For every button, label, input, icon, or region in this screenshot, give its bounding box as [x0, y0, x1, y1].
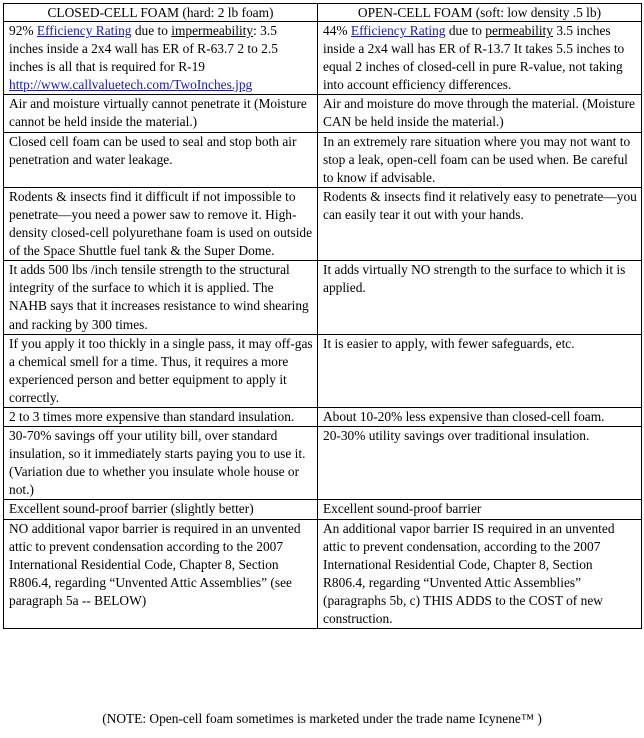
table-row — [4, 519, 642, 629]
closed-cell-cell: Excellent sound-proof barrier (slightly better) — [4, 500, 318, 519]
permeability-term: permeability — [485, 23, 553, 38]
open-cell-cell: It adds virtually NO strength to the surface to which it is applied. — [318, 261, 642, 334]
open-cell-cell: It is easier to apply, with fewer safeguards, etc. — [318, 334, 642, 407]
cell-text: due to — [445, 23, 486, 38]
closed-cell-cell: It adds 500 lbs /inch tensile strength to the structural integrity of the surface to which it is applied. The NAHB says that it increases resistance to wind shearing and racking by 300 times. — [4, 261, 318, 334]
table-row — [4, 132, 642, 187]
closed-cell-cell: 2 to 3 times more expensive than standard insulation. — [4, 407, 318, 426]
two-inches-url-link[interactable]: http://www.callvaluetech.com/TwoInches.jpg — [9, 77, 253, 93]
efficiency-rating-link[interactable]: Efficiency Rating — [36, 23, 132, 38]
closed-cell-cell: Air and moisture virtually cannot penetrate it (Moisture cannot be held inside the material.) — [4, 95, 318, 132]
header-row — [4, 4, 642, 22]
closed-cell-cell: Rodents & insects find it difficult if not impossible to penetrate—you need a power saw to remove it. High-density closed-cell polyurethane foam is used on outside of the Space Shuttle fuel tank & the Super Dome. — [4, 187, 318, 260]
table-row — [4, 427, 642, 500]
open-cell-cell: Air and moisture do move through the material. (Moisture CAN be held inside the material.) — [318, 95, 642, 132]
open-cell-cell: 20-30% utility savings over traditional insulation. — [318, 427, 642, 500]
closed-cell-cell: NO additional vapor barrier is required in an unvented attic to prevent condensation according to the 2007 International Residential Code, Chapter 8, Section R806.4, regarding “Unvented Attic Assemblies” (see paragraph 5a -- BELOW) — [4, 519, 318, 629]
percent-text: 44% — [323, 23, 351, 38]
open-cell-cell — [318, 22, 642, 95]
open-cell-cell: In an extremely rare situation where you may not want to stop a leak, open-cell foam can be used when. Be careful to know if advisable. — [318, 132, 642, 187]
impermeability-term: impermeability — [171, 23, 254, 38]
closed-cell-header: CLOSED-CELL FOAM (hard: 2 lb foam) — [4, 4, 318, 22]
footnote: (NOTE: Open-cell foam sometimes is marketed under the trade name Icynene™ ) — [102, 711, 542, 726]
table-row — [4, 22, 642, 95]
open-cell-cell: Rodents & insects find it relatively easy to penetrate—you can easily tear it out with your hands. — [318, 187, 642, 260]
cell-text: 3.5 inches inside a 2x4 wall has ER of R-13.7 It takes 5.5 inches to equal 2 inches of closed-cell in pure R-value, not taking into account efficiency differences. — [323, 23, 625, 93]
closed-cell-cell: Closed cell foam can be used to seal and stop both air penetration and water leakage. — [4, 132, 318, 187]
table-row — [4, 187, 642, 260]
percent-text: 92% — [9, 23, 37, 38]
table-row — [4, 407, 642, 426]
foam-comparison-table — [3, 3, 642, 629]
open-cell-cell: Excellent sound-proof barrier — [318, 500, 642, 519]
closed-cell-cell: If you apply it too thickly in a single pass, it may off-gas a chemical smell for a time. Thus, it requires a more experienced person and better equipment to apply it correctly. — [4, 334, 318, 407]
table-row — [4, 261, 642, 334]
closed-cell-cell: 30-70% savings off your utility bill, over standard insulation, so it immediately starts paying you to use it. (Variation due to whether you insulate whole house or not.) — [4, 427, 318, 500]
closed-cell-cell — [4, 22, 318, 95]
efficiency-rating-link[interactable]: Efficiency Rating — [350, 23, 446, 38]
table-row — [4, 334, 642, 407]
open-cell-cell: About 10-20% less expensive than closed-cell foam. — [318, 407, 642, 426]
table-row — [4, 500, 642, 519]
open-cell-header: OPEN-CELL FOAM (soft: low density .5 lb) — [318, 4, 642, 22]
table-row — [4, 95, 642, 132]
cell-text: due to — [131, 23, 172, 38]
open-cell-cell: An additional vapor barrier IS required in an unvented attic to prevent condensation, according to the 2007 International Residential Code, Chapter 8, Section R806.4, regarding “Unvented Attic Assemblies” (paragraphs 5b, c) THIS ADDS to the COST of new construction. — [318, 519, 642, 629]
cell-text: : 3.5 inches inside a 2x4 wall has ER of R-63.7 2 to 2.5 inches is all that is required for R-19 — [9, 23, 278, 75]
